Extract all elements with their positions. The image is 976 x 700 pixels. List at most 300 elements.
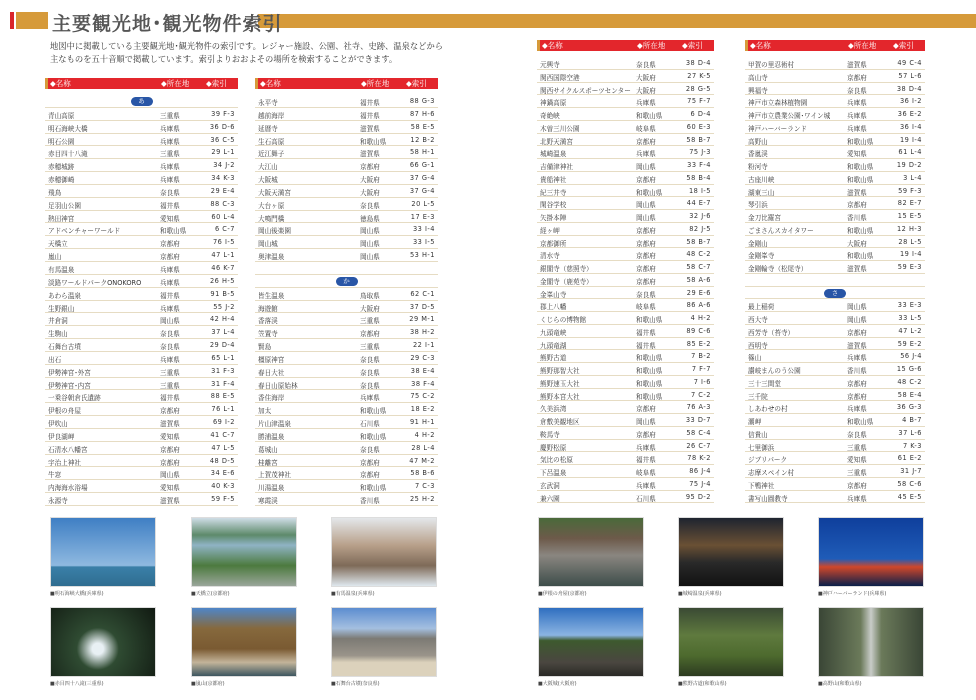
- map-index: 7 F-7: [691, 365, 711, 373]
- place-name: アドベンチャーワールド: [48, 227, 121, 236]
- place-name: 神戸市立森林植物園: [748, 99, 808, 108]
- place-prefecture: 福井県: [160, 394, 180, 403]
- map-index: 61 E-2: [897, 454, 922, 463]
- place-prefecture: 滋賀県: [847, 265, 867, 273]
- place-name: 伊勢神宮･内宮: [48, 381, 91, 390]
- map-index: 18 E-2: [410, 405, 435, 414]
- map-index: 22 I-1: [412, 341, 435, 350]
- place-prefecture: 兵庫県: [636, 99, 656, 108]
- index-row: [45, 262, 238, 275]
- map-index: 36 I-4: [899, 122, 922, 131]
- place-name: 葛城山: [258, 445, 278, 454]
- index-row: [745, 452, 925, 465]
- index-row: [255, 403, 438, 416]
- index-row: [45, 121, 238, 134]
- index-row: [537, 478, 714, 491]
- index-row: [537, 185, 714, 198]
- place-name: 寒霞渓: [258, 497, 278, 506]
- place-prefecture: 和歌山県: [636, 316, 663, 324]
- map-index: 65 L-1: [211, 353, 235, 362]
- place-prefecture: 京都府: [636, 430, 656, 439]
- map-index: 31 F-3: [211, 366, 235, 375]
- header-pref: ◆所在地: [161, 79, 190, 88]
- place-name: 一乗谷朝倉氏遺跡: [48, 394, 101, 403]
- place-name: 赤穂城跡: [48, 163, 75, 172]
- place-prefecture: 京都府: [636, 175, 656, 184]
- map-index: 57 L-6: [898, 71, 922, 80]
- place-prefecture: 京都府: [160, 240, 180, 249]
- map-index: 37 D-5: [409, 302, 435, 311]
- index-row: [537, 261, 714, 274]
- index-row: [537, 363, 714, 376]
- place-name: 出石: [48, 355, 62, 364]
- place-name: 倉敷美観地区: [540, 418, 580, 426]
- place-name: 橿原神宮: [258, 355, 285, 364]
- place-name: 永平寺: [258, 99, 278, 107]
- place-name: 閑谷学校: [540, 201, 567, 210]
- place-prefecture: 岐阜県: [636, 469, 656, 477]
- place-name: 淡路ワールドパークONOKORO: [48, 278, 142, 287]
- map-index: 91 H-1: [409, 418, 435, 427]
- map-index: 88 C-3: [210, 199, 235, 208]
- map-index: 82 J-5: [689, 224, 711, 233]
- place-name: 大阪天満宮: [258, 188, 291, 197]
- map-index: 33 E-3: [897, 301, 922, 310]
- place-prefecture: 京都府: [360, 471, 380, 480]
- place-prefecture: 岡山県: [636, 418, 656, 426]
- index-row: [537, 248, 714, 261]
- map-index: 47 L-5: [211, 443, 235, 452]
- index-row: [537, 108, 714, 121]
- index-row: [45, 172, 238, 185]
- place-name: 熊野本宮大社: [540, 392, 580, 401]
- map-index: 56 J-4: [900, 352, 922, 361]
- header-pref: ◆所在地: [637, 41, 666, 50]
- map-index: 47 L-2: [898, 326, 922, 335]
- place-prefecture: 京都府: [636, 252, 656, 261]
- place-prefecture: 岡山県: [360, 253, 380, 262]
- place-name: 玄武洞: [540, 481, 560, 490]
- place-prefecture: 和歌山県: [360, 407, 387, 416]
- place-name: くじらの博物館: [540, 316, 587, 324]
- index-row: [745, 478, 925, 491]
- place-name: 青山高原: [48, 111, 75, 120]
- index-row: [255, 429, 438, 442]
- place-prefecture: 兵庫県: [847, 354, 867, 363]
- map-index: 37 G-4: [409, 174, 435, 183]
- index-header: [537, 40, 714, 51]
- place-prefecture: 岡山県: [360, 240, 380, 249]
- place-prefecture: 奈良県: [636, 61, 656, 69]
- place-name: 足羽山公園: [48, 201, 81, 210]
- place-prefecture: 岡山県: [636, 214, 656, 222]
- map-index: 44 E-7: [686, 199, 711, 208]
- place-prefecture: 京都府: [636, 226, 656, 235]
- map-index: 58 E-5: [410, 122, 435, 131]
- place-prefecture: 香川県: [847, 367, 867, 375]
- place-name: 兼六園: [540, 494, 560, 503]
- index-row: [537, 389, 714, 402]
- place-prefecture: 兵庫県: [160, 163, 180, 172]
- map-index: 36 G-3: [896, 403, 922, 412]
- index-row: [45, 403, 238, 416]
- map-index: 48 C-2: [897, 377, 922, 386]
- index-row: [745, 57, 925, 70]
- map-index: 33 F-4: [687, 161, 711, 169]
- index-row: [45, 134, 238, 147]
- place-name: 金峯山寺: [540, 290, 567, 299]
- photo: [331, 607, 437, 677]
- map-index: 34 J-2: [213, 161, 235, 170]
- place-name: 金閣寺（鹿苑寺）: [540, 277, 593, 286]
- place-name: 最上稲荷: [748, 303, 775, 312]
- place-prefecture: 京都府: [636, 405, 656, 414]
- map-index: 25 H-2: [409, 495, 435, 504]
- index-row: [45, 301, 238, 314]
- place-prefecture: 滋賀県: [360, 150, 380, 159]
- place-name: 大阪城: [258, 176, 278, 185]
- map-index: 4 B-7: [902, 416, 922, 424]
- map-index: 29 E-6: [686, 288, 711, 297]
- photo-caption: ■石舞台古墳(奈良県): [331, 681, 380, 687]
- place-name: 清水寺: [540, 252, 560, 261]
- index-row: [45, 146, 238, 159]
- map-index: 76 A-3: [686, 403, 711, 412]
- place-prefecture: 岡山県: [847, 316, 867, 324]
- index-row: [537, 57, 714, 70]
- index-row: [255, 455, 438, 468]
- place-prefecture: 奈良県: [360, 368, 380, 377]
- photo: [50, 517, 156, 587]
- place-name: 讃岐まんのう公園: [748, 367, 801, 375]
- place-prefecture: 石川県: [360, 420, 380, 429]
- place-prefecture: 和歌山県: [847, 175, 874, 184]
- map-index: 37 L-6: [898, 428, 922, 437]
- place-name: 奥津温泉: [258, 253, 285, 262]
- place-name: 高野山: [748, 137, 768, 146]
- map-index: 4 H-2: [690, 314, 711, 322]
- place-prefecture: 愛知県: [160, 484, 180, 493]
- place-name: 書写山圓教寺: [748, 494, 788, 503]
- index-row: [537, 146, 714, 159]
- place-name: 元興寺: [540, 61, 560, 69]
- index-row: [537, 299, 714, 312]
- photo-caption: ■城崎温泉(兵庫県): [678, 591, 722, 597]
- index-column: [745, 40, 925, 503]
- place-prefecture: 京都府: [847, 73, 867, 82]
- place-prefecture: 福井県: [160, 201, 180, 210]
- map-index: 78 K-2: [687, 454, 711, 463]
- place-name: 久美浜湾: [540, 405, 567, 414]
- index-row: [745, 185, 925, 198]
- place-prefecture: 岡山県: [847, 303, 867, 312]
- index-row: [255, 326, 438, 339]
- map-index: 7 I-6: [693, 377, 711, 386]
- blank-row: [745, 274, 925, 287]
- place-prefecture: 兵庫県: [847, 112, 867, 120]
- map-index: 20 L-5: [411, 199, 435, 208]
- index-row: [255, 223, 438, 236]
- map-index: 29 D-4: [209, 341, 235, 350]
- photo-caption: ■天橋立(京都府): [191, 591, 230, 597]
- index-row: [255, 467, 438, 480]
- place-name: 九頭竜湖: [540, 341, 567, 350]
- place-name: 牛窓: [48, 471, 62, 480]
- map-index: 58 B-7: [686, 237, 711, 246]
- place-name: 越前海岸: [258, 111, 285, 120]
- place-name: 伊根の舟屋: [48, 407, 81, 416]
- place-prefecture: 三重県: [160, 381, 180, 390]
- section-badge-さ: さ: [824, 289, 846, 298]
- place-name: 紀三井寺: [540, 188, 567, 197]
- map-index: 36 I-2: [899, 97, 922, 106]
- place-name: 関西国際空港: [540, 73, 580, 82]
- place-name: 九頭竜峡: [540, 328, 567, 337]
- place-name: 吉備津神社: [540, 163, 573, 171]
- map-index: 55 J-2: [213, 302, 235, 311]
- place-name: 西大寺: [748, 316, 768, 324]
- place-name: 鞍馬寺: [540, 430, 560, 439]
- map-index: 76 L-1: [211, 405, 235, 414]
- map-index: 86 J-4: [689, 467, 711, 475]
- index-row: [745, 491, 925, 504]
- map-index: 59 F-5: [211, 495, 235, 504]
- place-prefecture: 三重県: [847, 443, 867, 452]
- map-index: 18 I-5: [688, 186, 711, 195]
- photo-caption: ■高野山(和歌山県): [818, 681, 862, 687]
- index-row: [255, 95, 438, 108]
- photo: [331, 517, 437, 587]
- place-name: 片山津温泉: [258, 420, 291, 429]
- place-prefecture: 徳島県: [360, 214, 380, 223]
- place-prefecture: 三重県: [847, 469, 867, 477]
- index-row: [45, 326, 238, 339]
- place-prefecture: 兵庫県: [636, 443, 656, 452]
- index-row: [537, 491, 714, 504]
- place-prefecture: 滋賀県: [847, 341, 867, 350]
- place-name: 興福寺: [748, 86, 768, 95]
- index-row: [45, 455, 238, 468]
- map-index: 33 I-4: [412, 225, 435, 234]
- place-name: 木曽三川公園: [540, 124, 580, 133]
- map-index: 46 K-7: [211, 263, 235, 272]
- place-prefecture: 鳥取県: [360, 291, 380, 300]
- map-index: 38 D-4: [685, 59, 711, 67]
- photo: [191, 517, 297, 587]
- map-index: 33 L-5: [898, 314, 922, 322]
- index-row: [537, 440, 714, 453]
- index-row: [745, 299, 925, 312]
- place-name: 飛鳥: [48, 188, 62, 197]
- place-name: 神戸市立農業公園･ワイン城: [748, 112, 831, 120]
- index-row: [255, 378, 438, 391]
- index-row: [537, 465, 714, 478]
- index-row: [255, 390, 438, 403]
- map-index: 58 C-6: [897, 479, 922, 488]
- map-index: 58 C-4: [686, 428, 711, 437]
- index-row: [45, 493, 238, 506]
- map-index: 59 E-2: [897, 339, 922, 348]
- index-row: [537, 210, 714, 223]
- place-name: 三十三間堂: [748, 379, 781, 388]
- title-rule: [258, 14, 976, 28]
- header-name: ◆名称: [750, 41, 771, 50]
- place-prefecture: 大阪府: [636, 86, 656, 95]
- place-name: 三千院: [748, 392, 768, 401]
- place-name: 志摩スペイン村: [748, 469, 795, 477]
- place-name: 川湯温泉: [258, 484, 285, 493]
- photo: [818, 517, 924, 587]
- place-prefecture: 京都府: [360, 330, 380, 339]
- place-name: 伊吹山: [48, 420, 68, 429]
- index-row: [255, 146, 438, 159]
- map-index: 15 E-5: [897, 212, 922, 220]
- map-index: 59 F-3: [898, 186, 922, 195]
- index-row: [45, 185, 238, 198]
- place-prefecture: 奈良県: [636, 290, 656, 299]
- place-prefecture: 福井県: [636, 328, 656, 337]
- index-row: [255, 313, 438, 326]
- place-prefecture: 兵庫県: [636, 481, 656, 490]
- place-name: 経ヶ岬: [540, 226, 560, 235]
- index-row: [537, 236, 714, 249]
- place-name: 潮岬: [748, 418, 762, 426]
- place-name: 嵐山: [48, 253, 62, 262]
- photo-caption: ■神戸ハーバーランド(兵庫県): [818, 591, 887, 597]
- place-prefecture: 福井県: [360, 111, 380, 120]
- place-prefecture: 愛知県: [160, 214, 180, 223]
- header-index: ◆索引: [206, 79, 227, 88]
- index-row: [255, 108, 438, 121]
- place-prefecture: 香川県: [360, 497, 380, 506]
- index-row: [255, 480, 438, 493]
- index-row: [255, 249, 438, 262]
- map-index: 38 H-2: [409, 328, 435, 337]
- place-prefecture: 和歌山県: [847, 226, 874, 235]
- index-row: [745, 325, 925, 338]
- index-row: [745, 159, 925, 172]
- place-name: 勝浦温泉: [258, 432, 285, 441]
- map-index: 58 B-4: [686, 173, 711, 182]
- map-index: 58 E-4: [897, 390, 922, 399]
- map-index: 19 I-4: [899, 135, 922, 144]
- place-prefecture: 京都府: [847, 379, 867, 388]
- intro-line: 地図中に掲載している主要観光地･観光物件の索引です。レジャー施設、公園、社寺、史跡、温泉などから: [50, 41, 444, 51]
- index-row: [45, 416, 238, 429]
- index-row: [255, 121, 438, 134]
- place-prefecture: 京都府: [160, 253, 180, 262]
- index-row: [745, 389, 925, 402]
- index-row: [255, 301, 438, 314]
- place-prefecture: 兵庫県: [160, 265, 180, 274]
- index-header: [45, 78, 238, 89]
- place-prefecture: 兵庫県: [160, 304, 180, 313]
- place-prefecture: 愛知県: [847, 150, 867, 159]
- photo: [50, 607, 156, 677]
- place-name: 宇治上神社: [48, 458, 81, 467]
- index-row: [745, 223, 925, 236]
- place-name: ごまさんスカイタワー: [748, 226, 814, 235]
- photo-caption: ■熊野古道(和歌山県): [678, 681, 727, 687]
- place-name: 加太: [258, 407, 272, 416]
- header-name: ◆名称: [260, 79, 281, 88]
- index-row: [255, 288, 438, 301]
- place-name: 香嵐渓: [748, 150, 768, 159]
- index-row: [537, 287, 714, 300]
- place-name: 京都御所: [540, 239, 567, 248]
- place-prefecture: 和歌山県: [636, 379, 663, 388]
- intro-text: [50, 40, 470, 66]
- place-prefecture: 兵庫県: [160, 137, 180, 146]
- index-column: [537, 40, 714, 503]
- map-index: 12 H-3: [896, 224, 922, 233]
- place-prefecture: 岐阜県: [636, 303, 656, 312]
- header-index: ◆索引: [893, 41, 914, 50]
- place-name: ジブリパーク: [748, 456, 788, 465]
- index-row: [745, 236, 925, 249]
- index-row: [537, 350, 714, 363]
- map-index: 7 C-2: [691, 390, 711, 399]
- map-index: 33 I-5: [412, 238, 435, 247]
- index-row: [745, 83, 925, 96]
- map-index: 88 E-5: [210, 392, 235, 401]
- map-index: 45 E-5: [897, 492, 922, 501]
- place-prefecture: 大阪府: [360, 176, 380, 185]
- place-name: 金剛山: [748, 239, 768, 248]
- map-index: 39 F-3: [211, 109, 235, 118]
- index-row: [745, 95, 925, 108]
- index-row: [537, 338, 714, 351]
- map-index: 38 F-4: [411, 379, 435, 388]
- map-index: 58 C-7: [686, 263, 711, 271]
- photo: [538, 517, 644, 587]
- index-row: [45, 313, 238, 326]
- photo-caption: ■赤目四十八滝(三重県): [50, 681, 104, 687]
- place-prefecture: 和歌山県: [847, 163, 874, 171]
- place-prefecture: 和歌山県: [636, 188, 663, 197]
- index-row: [745, 172, 925, 185]
- place-name: 永源寺: [48, 497, 68, 506]
- map-index: 31 J-7: [900, 467, 922, 475]
- map-index: 59 E-3: [897, 263, 922, 271]
- title-accent-orange: [16, 12, 48, 29]
- place-prefecture: 兵庫県: [160, 278, 180, 287]
- place-name: 春日大社: [258, 368, 285, 377]
- map-index: 6 C-7: [215, 225, 235, 234]
- place-name: 神鍋高原: [540, 99, 567, 108]
- map-index: 88 G-3: [409, 97, 435, 105]
- photo-caption: ■大阪城(大阪府): [538, 681, 577, 687]
- index-row: [745, 197, 925, 210]
- place-prefecture: 石川県: [636, 494, 656, 503]
- place-name: 笠置寺: [258, 330, 278, 339]
- header-index: ◆索引: [682, 41, 703, 50]
- place-prefecture: 三重県: [160, 150, 180, 159]
- index-row: [745, 312, 925, 325]
- place-prefecture: 京都府: [160, 458, 180, 467]
- place-name: 湖東三山: [748, 188, 775, 197]
- place-name: 有馬温泉: [48, 265, 75, 274]
- index-row: [45, 390, 238, 403]
- place-name: しあわせの村: [748, 405, 788, 414]
- map-index: 36 E-2: [897, 110, 922, 118]
- map-index: 26 C-7: [686, 441, 711, 450]
- map-index: 4 H-2: [414, 430, 435, 439]
- place-prefecture: 福井県: [636, 341, 656, 350]
- place-prefecture: 愛知県: [160, 432, 180, 441]
- place-name: 香住海岸: [258, 394, 285, 403]
- index-header: [745, 40, 925, 51]
